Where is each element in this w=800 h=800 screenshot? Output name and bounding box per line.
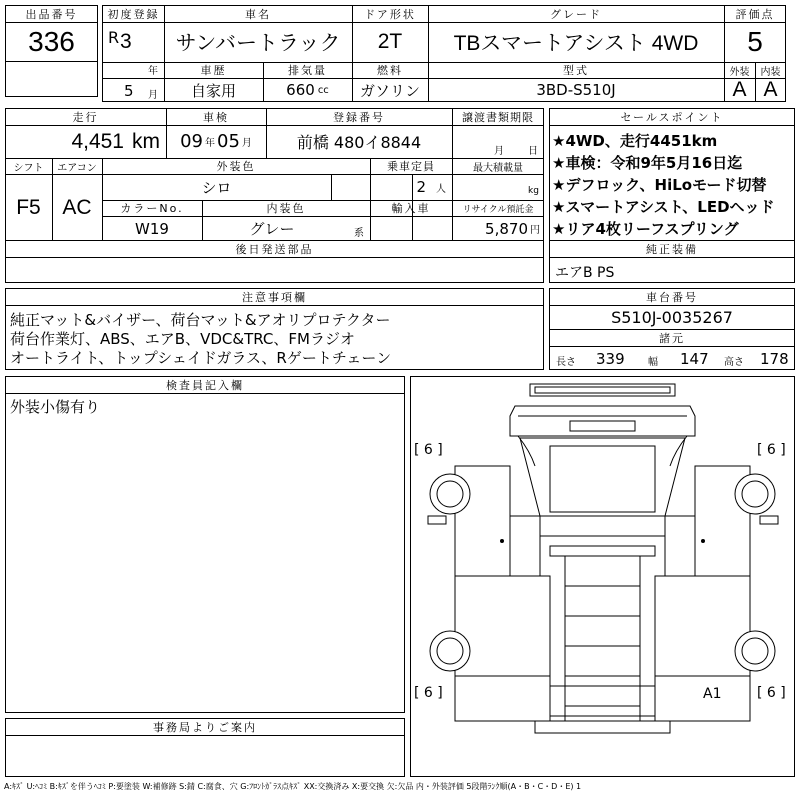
grade: TBスマートアシスト 4WD: [453, 32, 699, 55]
capacity-cell: [370, 174, 452, 200]
doors: 2T: [377, 30, 403, 53]
sales-point-3: ★デフロック、HiLoモード切替: [552, 176, 767, 194]
exterior-grade: A: [732, 78, 747, 101]
plate-label: 登録番号: [333, 110, 385, 124]
first-reg-year: 3: [120, 30, 132, 53]
displacement-unit: cc: [317, 84, 329, 96]
aircon-label: エアコン: [57, 162, 97, 174]
dimensions-label: 諸元: [659, 331, 685, 345]
sales-point-4: ★スマートアシスト、LEDヘッド: [552, 198, 775, 216]
legend: A:ｷｽﾞ U:ﾍｺﾐ B:ｷｽﾞを伴うﾍｺﾐ P:要塗装 W:補修跡 S:錆 C:腐食、穴 G:ﾌﾛﾝﾄｶﾞﾗｽ点ｷｽﾞ XX:交換済み X:要交換 欠:欠品 内・外装評価 5段階ﾗﾝｸ順(A・B・C・D・E) 1: [4, 782, 582, 791]
inspection-cell: [166, 125, 266, 158]
note-line-1: 純正マット&バイザー、荷台マット&アオリプロテクター: [10, 311, 391, 329]
notes-label: 注意事項欄: [242, 290, 307, 304]
height-label: 高さ: [724, 357, 744, 368]
height: 178: [760, 350, 789, 368]
shift: F5: [16, 195, 41, 219]
import-label: 輸入車: [391, 202, 431, 215]
color-no: W19: [135, 219, 169, 238]
car-name-label: 車名: [245, 7, 271, 21]
after-parts-label: 後日発送部品: [235, 242, 314, 256]
tire-front-right: [ 6 ]: [757, 442, 786, 458]
shift-label: シフト: [13, 162, 44, 174]
interior-color-suffix: 系: [354, 228, 364, 239]
inspection-month: 05: [217, 131, 240, 152]
sales-point-5: ★リア4枚リーフスプリング: [552, 220, 739, 238]
length: 339: [596, 350, 625, 368]
lot-label: 出品番号: [25, 7, 78, 21]
inspection-label: 車検: [203, 110, 229, 124]
sales-point-2: ★車検：令和9年5月16日迄: [552, 154, 743, 172]
inspector-label: 検査員記入欄: [166, 378, 244, 392]
sales-points-label: セールスポイント: [620, 110, 724, 124]
max-load-unit: kg: [528, 186, 539, 196]
exterior-grade-label: 外装: [729, 66, 750, 78]
note-line-3: オートライト、トップシェイドガラス、Rゲートチェーン: [10, 349, 392, 367]
fuel: ガソリン: [359, 81, 420, 100]
recycle-label: リサイクル預託金: [462, 204, 534, 215]
interior-color: グレー: [249, 220, 295, 238]
damage-mark-a1: A1: [703, 686, 722, 702]
mileage: 4,451: [71, 129, 124, 153]
inspector-note: 外装小傷有り: [10, 398, 101, 416]
inspection-month-unit: 月: [241, 138, 252, 149]
score: 5: [747, 26, 763, 57]
aircon: AC: [62, 195, 92, 219]
length-label: 長さ: [556, 357, 576, 368]
model-label: 型式: [563, 64, 589, 77]
mileage-label: 走行: [72, 110, 99, 124]
factory-equipment: エアB PS: [555, 265, 615, 281]
capacity-label: 乗車定員: [387, 160, 435, 173]
fuel-label: 燃料: [377, 64, 403, 77]
first-reg-label: 初度登録: [107, 7, 160, 21]
chassis-label: 車台番号: [646, 290, 698, 304]
chassis-number: S510J-0035267: [611, 307, 733, 327]
era-letter: R: [108, 28, 120, 47]
factory-equipment-label: 純正装備: [646, 242, 698, 256]
month-unit: 月: [148, 90, 158, 101]
plate: 前橋 480イ8844: [296, 133, 422, 152]
tire-rear-left: [ 6 ]: [414, 685, 443, 701]
grade-label: グレード: [550, 7, 602, 21]
vehicle-diagram-drawing: [410, 376, 795, 777]
inspection-year: 09: [180, 131, 203, 152]
tire-front-left: [ 6 ]: [414, 442, 443, 458]
transfer-label: 譲渡書類期限: [462, 110, 534, 124]
interior-grade: A: [763, 78, 778, 101]
width-label: 幅: [648, 357, 658, 368]
recycle: 5,870: [485, 219, 528, 238]
displacement-label: 排気量: [288, 64, 327, 77]
interior-color-label: 内装色: [266, 202, 306, 215]
width: 147: [680, 350, 709, 368]
inspection-year-unit: 年: [205, 138, 215, 149]
mileage-unit: km: [132, 129, 160, 153]
first-reg-month: 5: [124, 82, 134, 100]
inspector-box: [5, 376, 405, 713]
transfer-month-unit: 月: [494, 146, 504, 157]
color-no-label: カラーNo.: [120, 202, 184, 215]
office-label: 事務局よりご案内: [153, 720, 257, 734]
recycle-unit: 円: [530, 225, 540, 236]
tire-rear-right: [ 6 ]: [757, 685, 786, 701]
history-label: 車歴: [200, 64, 227, 77]
lot-number: 336: [28, 25, 75, 57]
note-line-2: 荷台作業灯、ABS、エアB、VDC&TRC、FMラジオ: [10, 330, 355, 348]
sales-point-1: ★4WD、走行4451km: [552, 132, 718, 150]
capacity: 2: [416, 178, 426, 196]
mileage-cell: [5, 125, 166, 158]
interior-grade-label: 内装: [760, 66, 781, 78]
doors-label: ドア形状: [364, 7, 416, 21]
recycle-cell: [452, 216, 544, 241]
capacity-unit: 人: [436, 183, 446, 195]
transfer-day-unit: 日: [528, 146, 538, 157]
displacement: 660: [286, 81, 315, 99]
score-label: 評価点: [735, 7, 775, 21]
year-unit: 年: [148, 66, 158, 77]
displacement-cell: [263, 78, 352, 102]
history: 自家用: [190, 81, 236, 100]
exterior-color-label: 外装色: [216, 160, 256, 173]
exterior-color: シロ: [201, 178, 232, 197]
max-load-label: 最大積載量: [473, 162, 523, 174]
model: 3BD-S510J: [536, 81, 616, 99]
car-name: サンバートラック: [175, 32, 341, 55]
